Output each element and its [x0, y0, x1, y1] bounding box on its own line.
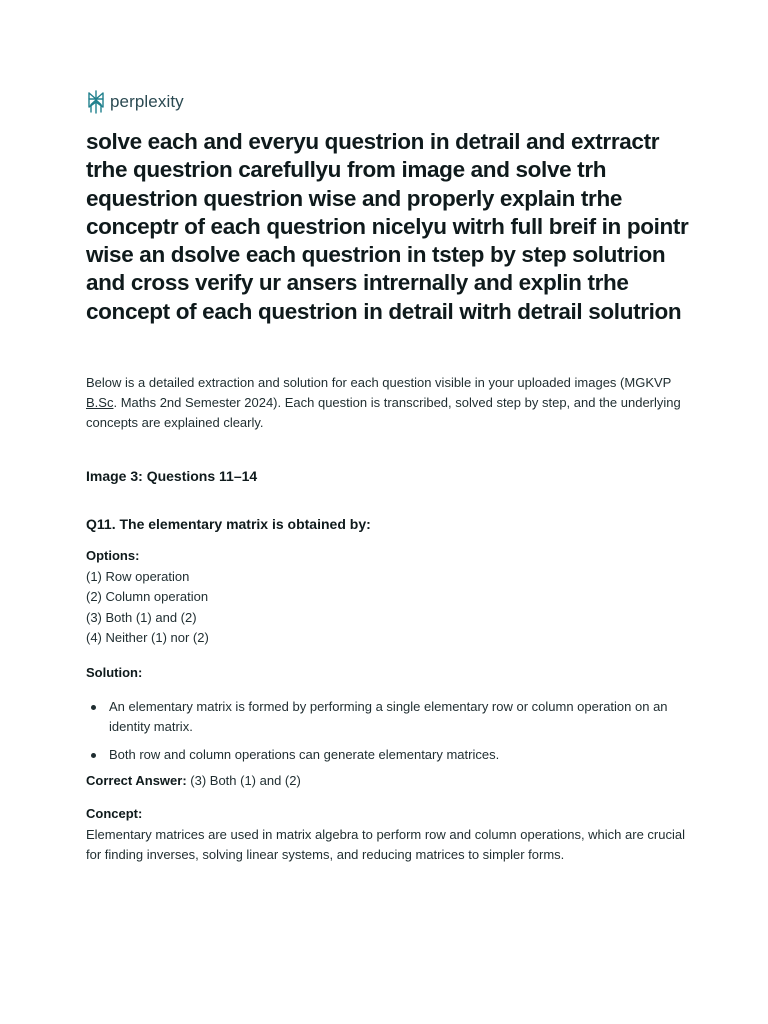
- correct-answer: [86, 771, 301, 791]
- option-item: (2) Column operation: [86, 589, 209, 605]
- option-item: (4) Neither (1) nor (2): [86, 629, 209, 645]
- option-item: (1) Row operation: [86, 569, 190, 584]
- solution-point: [86, 745, 686, 765]
- brand-name: perplexity: [110, 92, 184, 111]
- answer-intro: [86, 373, 686, 433]
- solution-points: [86, 697, 686, 773]
- correct-answer-value: (3) Both (1) and (2): [186, 773, 301, 788]
- intro-text-part1: Below is a detailed extraction and solution for each question visible in your uploaded images (MGKVP: [86, 375, 672, 390]
- solution-point-text: An elementary matrix is formed by performing a single elementary row or column operation on an identity matrix.: [109, 699, 668, 734]
- concept-text: Elementary matrices are used in matrix algebra to perform row and column operations, which are crucial for finding inverses, solving linear systems, and reducing matrices to simpler forms.: [86, 827, 685, 862]
- question-11-heading: Q11. The elementary matrix is obtained by:: [86, 516, 371, 532]
- bullet-dot: [91, 753, 96, 758]
- correct-answer-label: Correct Answer:: [86, 773, 187, 788]
- concept-label: Concept:: [86, 806, 143, 821]
- options-list: [86, 567, 209, 648]
- bullet-dot: [91, 705, 96, 710]
- perplexity-logo-icon: [86, 90, 106, 114]
- brand-header: [86, 90, 184, 114]
- user-query-title: solve each and everyu questrion in detrail and extrractr trhe questrion carefullyu from image and solve trh equestrion questrion wise and properly explain trhe conceptr of each questrion nicelyu witrh full breif in pointr wise an dsolve each questrion in tstep by step solutrion and cross verify ur ansers intrernally and explin trhe concept of each questrion in detrail witrh detrail solutrion: [86, 129, 689, 324]
- intro-link-bsc[interactable]: B.Sc: [86, 395, 114, 410]
- section-heading: Image 3: Questions 11–14: [86, 468, 258, 484]
- solution-point-text: Both row and column operations can generate elementary matrices.: [109, 747, 500, 762]
- options-label: Options:: [86, 548, 140, 563]
- solution-label: Solution:: [86, 665, 143, 680]
- solution-point: [86, 697, 686, 737]
- intro-text-part2: . Maths 2nd Semester 2024). Each question is transcribed, solved step by step, and the underlying concepts are explained clearly.: [86, 395, 681, 430]
- option-item: (3) Both (1) and (2): [86, 609, 197, 625]
